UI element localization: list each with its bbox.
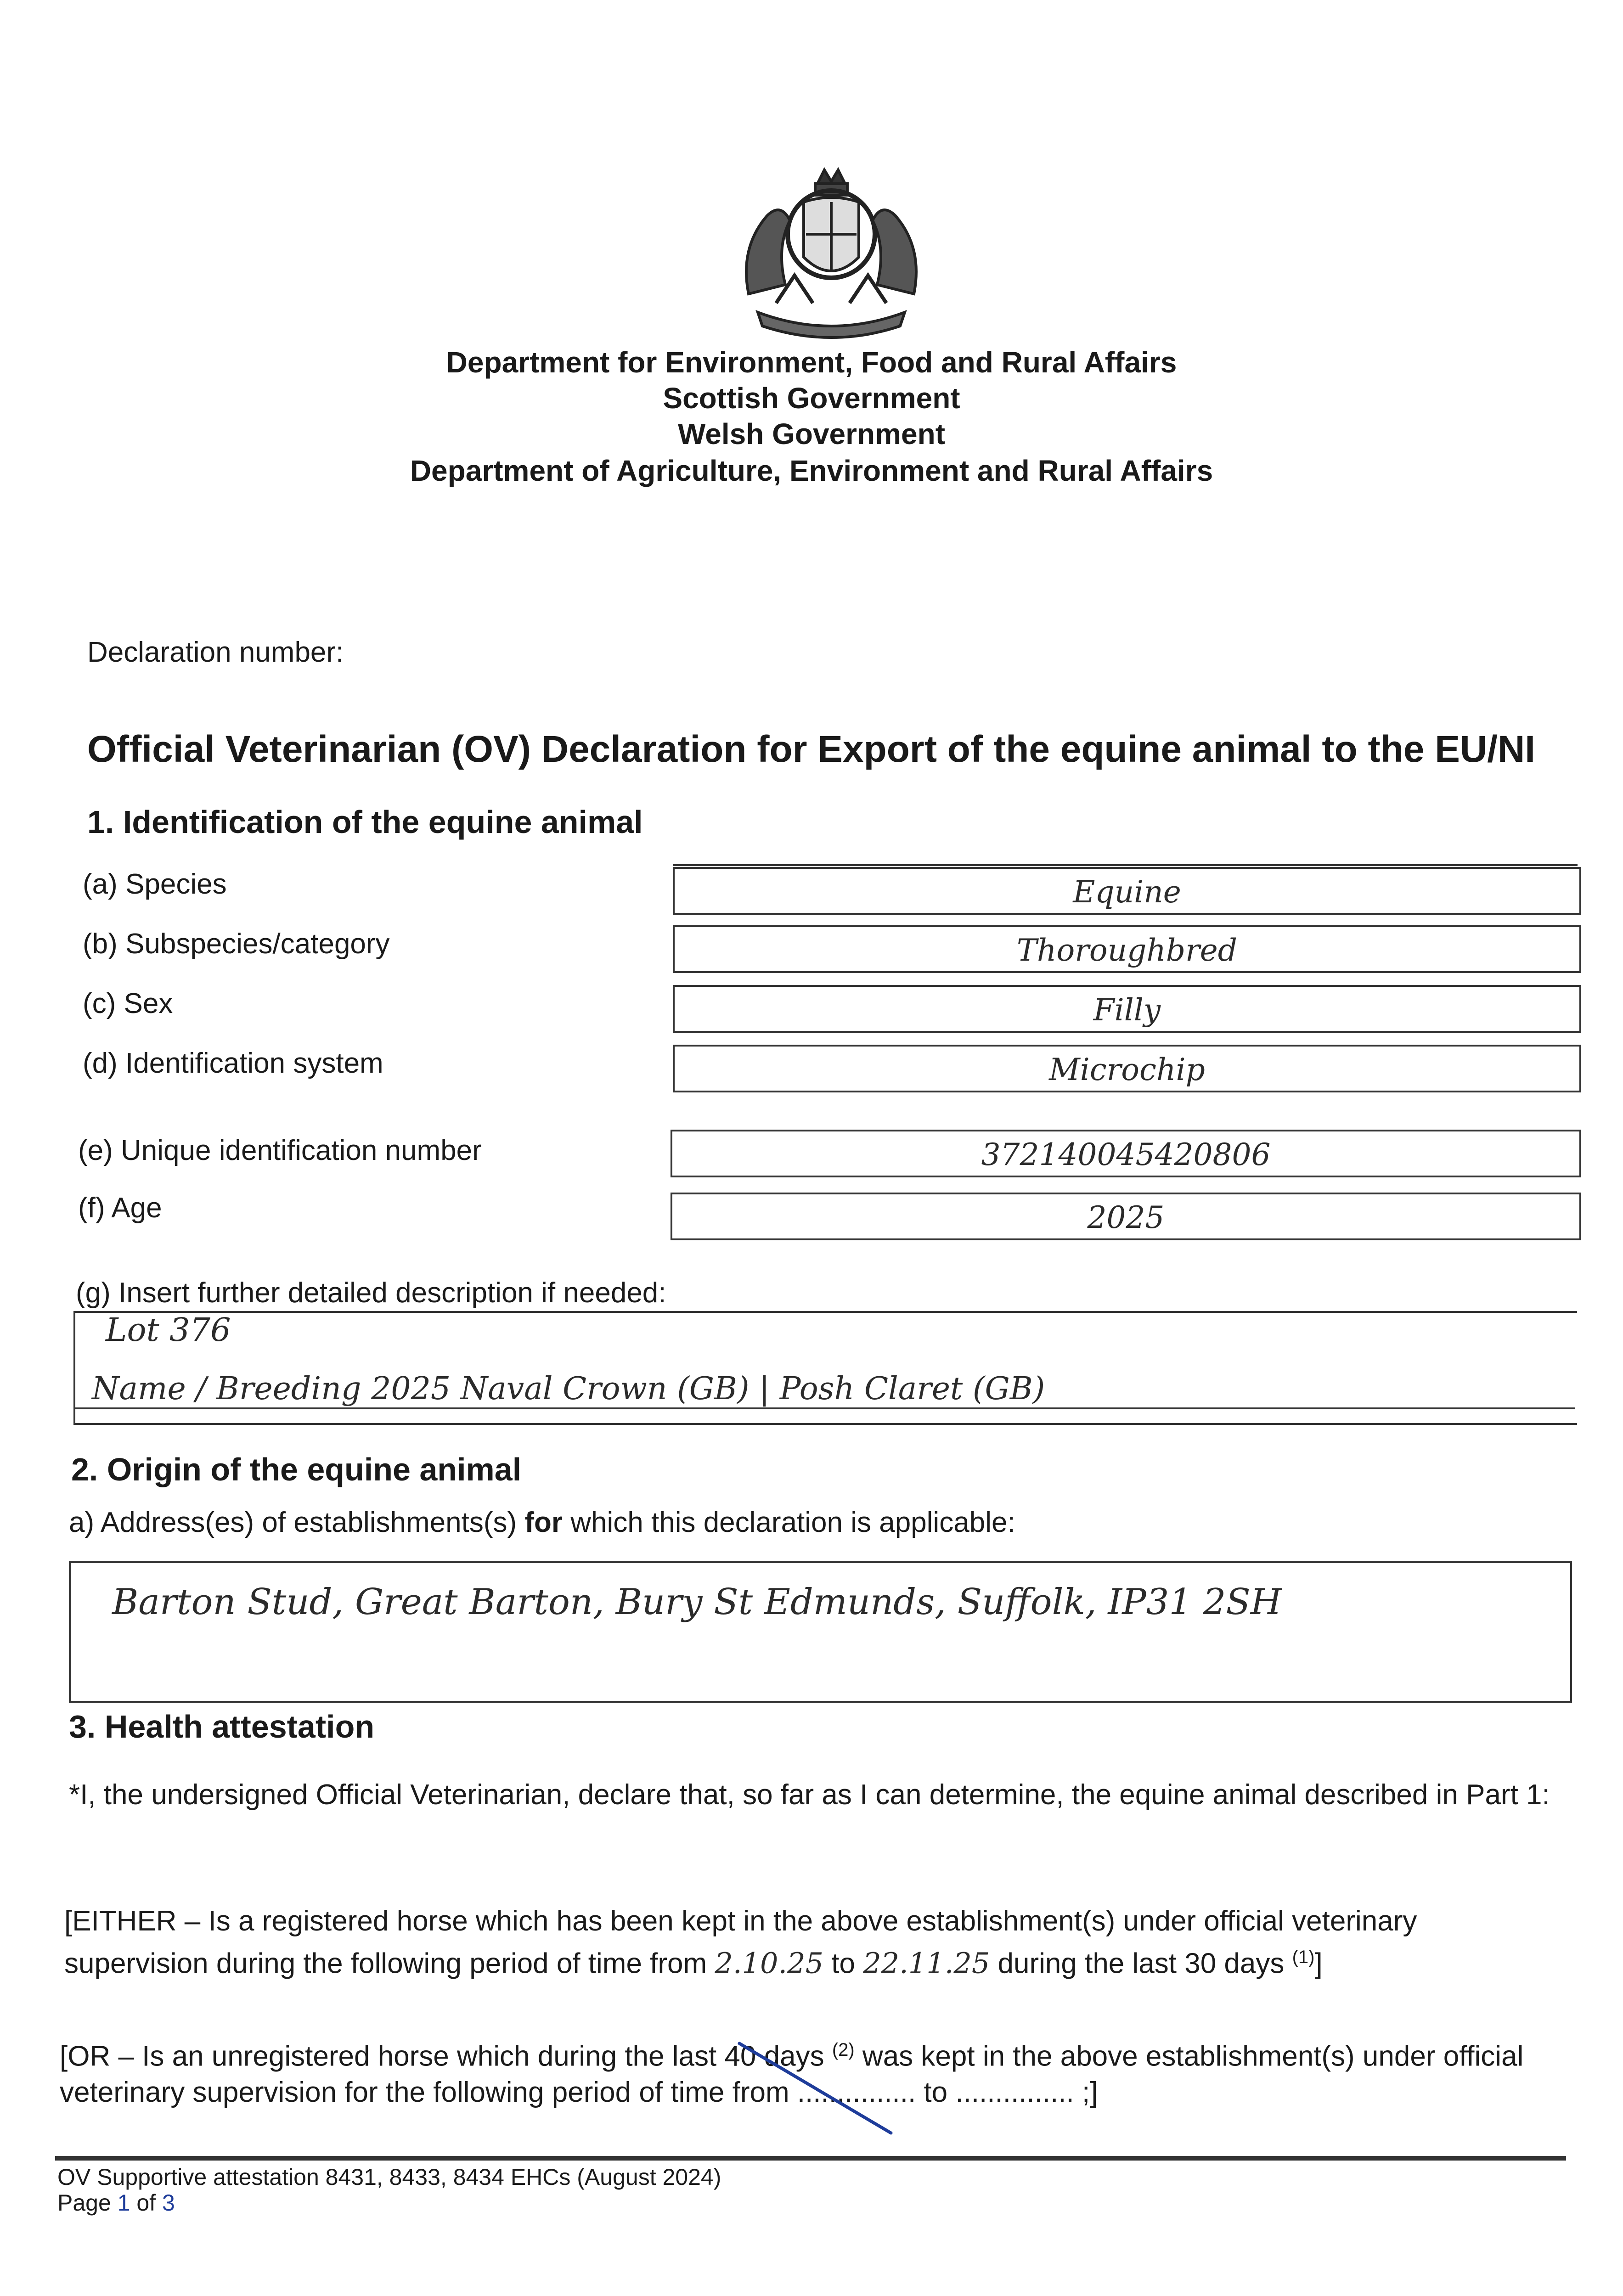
sex-value: Filly [1093, 992, 1161, 1028]
department-welsh-government: Welsh Government [677, 417, 946, 450]
age-value: 2025 [1087, 1200, 1165, 1235]
identification-system-value: Microchip [1049, 1052, 1205, 1087]
department-scottish-government: Scottish Government [663, 382, 960, 415]
divider [673, 864, 1578, 866]
either-from-date: 2.10.25 [715, 1946, 824, 1980]
lot-number: Lot 376 [106, 1311, 231, 1349]
or-clause: [OR – Is an unregistered horse which during the last 40 days $^{(2)}$ was kept in the above establishment(s) under official veterinary supervision for the following period of time from ............... to ............... ;] [60, 2040, 1524, 2108]
footer-divider [55, 2156, 1566, 2161]
section-1-heading: 1. Identification of the equine animal [87, 804, 643, 840]
species-label: (a) Species [83, 868, 227, 900]
age-field [671, 1193, 1581, 1240]
either-clause: [EITHER – Is a registered horse which has been kept in the above establishment(s) under official veterinary supervision during the following period of time from 2.10.25 to 22.11.25 during the last 30 days $^{(1)}$] [64, 1905, 1417, 1980]
subspecies-label: (b) Subspecies/category [83, 928, 390, 960]
department-daera: Department of Agriculture, Environment and Rural Affairs [410, 454, 1213, 487]
species-value: Equine [1073, 874, 1181, 910]
sex-label: (c) Sex [83, 988, 173, 1019]
unique-id-label: (e) Unique identification number [78, 1135, 482, 1166]
department-defra: Department for Environment, Food and Rural Affairs [446, 346, 1177, 379]
declaration-number-label: Declaration number: [87, 636, 344, 668]
age-label: (f) Age [78, 1192, 162, 1224]
strike-through-mark [735, 2039, 900, 2140]
address-value: Barton Stud, Great Barton, Bury St Edmunds, Suffolk, IP31 2SH [112, 1581, 1282, 1623]
sex-field [673, 985, 1581, 1033]
further-description-label: (g) Insert further detailed description if needed: [76, 1277, 666, 1309]
page-number: Page 1 of 3 [57, 2190, 175, 2216]
royal-coat-of-arms-icon [721, 165, 941, 340]
health-attestation-intro: *I, the undersigned Official Veterinarian, declare that, so far as I can determine, the equine animal described in Part 1: [69, 1779, 1550, 1811]
subspecies-value: Thoroughbred [1017, 933, 1237, 968]
identification-system-field [673, 1045, 1581, 1092]
address-box [69, 1561, 1572, 1703]
address-label: a) Address(es) of establishments(s) for which this declaration is applicable: [69, 1507, 1015, 1538]
section-2-heading: 2. Origin of the equine animal [71, 1452, 522, 1487]
species-field [673, 867, 1581, 915]
unique-id-field [671, 1130, 1581, 1177]
breeding-description: Name / Breeding 2025 Naval Crown (GB) | Posh Claret (GB) [92, 1371, 1045, 1407]
footer-reference: OV Supportive attestation 8431, 8433, 8434 EHCs (August 2024) [57, 2164, 721, 2190]
section-3-heading: 3. Health attestation [69, 1709, 375, 1745]
divider [73, 1407, 1575, 1409]
unique-id-value: 372140045420806 [981, 1137, 1271, 1172]
either-to-date: 22.11.25 [863, 1946, 990, 1980]
subspecies-field [673, 925, 1581, 973]
document-title: Official Veterinarian (OV) Declaration for Export of the equine animal to the EU/NI [87, 728, 1535, 770]
identification-system-label: (d) Identification system [83, 1047, 383, 1079]
